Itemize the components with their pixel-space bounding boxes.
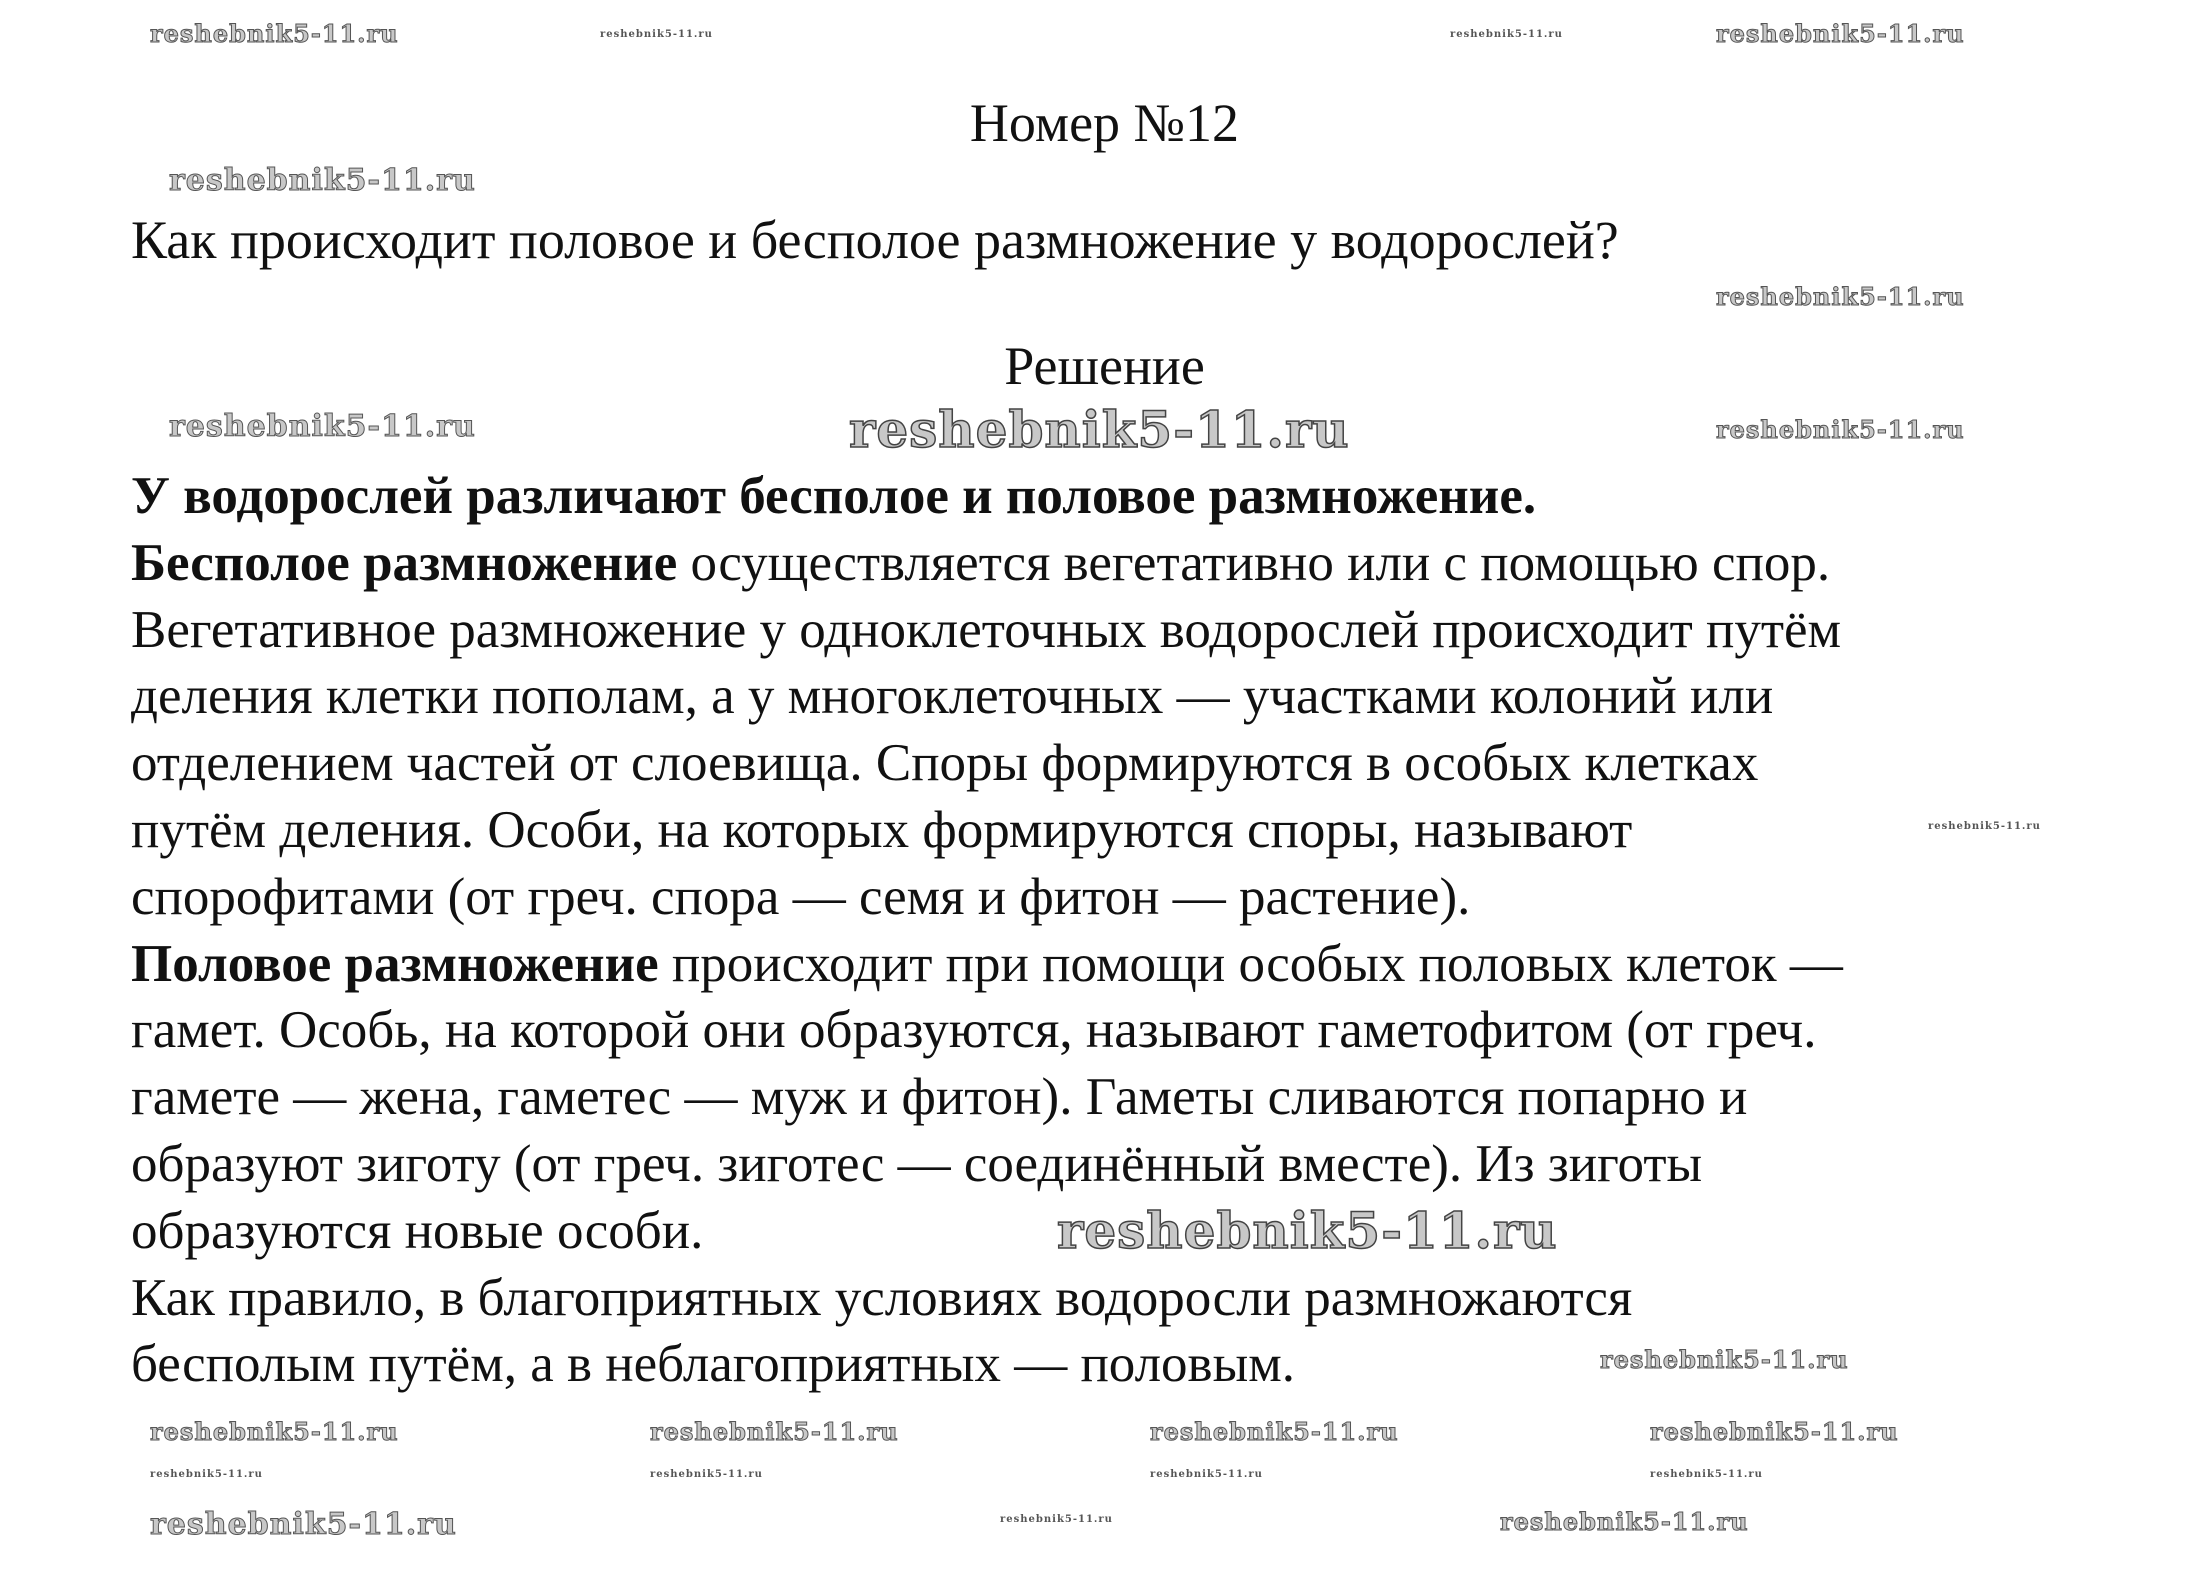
watermark: reshebnik5-11.ru [1650, 1469, 1763, 1480]
line-text: образуются новые особи. [131, 1201, 704, 1260]
text-line [131, 1134, 1702, 1194]
watermark: reshebnik5-11.ru [150, 1469, 263, 1480]
text-line [131, 1000, 1816, 1060]
watermark: reshebnik5-11.ru [1450, 29, 1563, 40]
line-text: происходит при помощи особых половых клеток — [658, 934, 1843, 993]
watermark: reshebnik5-11.ru [1716, 19, 1965, 48]
line-text: Вегетативное размножение у одноклеточных водорослей происходит путём [131, 600, 1842, 659]
text-line [131, 466, 1536, 526]
line-text: спорофитами (от греч. спора — семя и фитон — растение). [131, 867, 1471, 926]
text-line [131, 733, 1758, 793]
text-line [131, 867, 1470, 927]
text-line [131, 1067, 1747, 1127]
text-line [131, 666, 1773, 726]
watermark: reshebnik5-11.ru [1716, 415, 1965, 444]
text-line [131, 1201, 703, 1261]
watermark: reshebnik5-11.ru [849, 400, 1350, 459]
watermark: reshebnik5-11.ru [150, 1507, 457, 1542]
watermark: reshebnik5-11.ru [600, 29, 713, 40]
bold-term: Бесполое размножение [131, 533, 678, 592]
line-text: осуществляется вегетативно или с помощью спор. [677, 533, 1831, 592]
watermark: reshebnik5-11.ru [150, 19, 399, 48]
watermark: reshebnik5-11.ru [1500, 1507, 1749, 1536]
watermark: reshebnik5-11.ru [1650, 1417, 1899, 1446]
watermark: reshebnik5-11.ru [1150, 1417, 1399, 1446]
text-line [131, 600, 1841, 660]
text-line [131, 1334, 1295, 1394]
line-text: гамет. Особь, на которой они образуются, называют гаметофитом (от греч. [131, 1001, 1817, 1060]
solution-heading: Решение [1004, 336, 1205, 396]
line-text: деления клетки пополам, а у многоклеточных — участками колоний или [131, 667, 1774, 726]
watermark: reshebnik5-11.ru [1600, 1345, 1849, 1374]
text-line [131, 934, 1843, 994]
watermark: reshebnik5-11.ru [1928, 821, 2041, 832]
watermark: reshebnik5-11.ru [1000, 1514, 1113, 1525]
line-text: отделением частей от слоевища. Споры формируются в особых клетках [131, 734, 1759, 793]
line-text: Как правило, в благоприятных условиях водоросли размножаются [131, 1268, 1633, 1327]
line-text: бесполым путём, а в неблагоприятных — половым. [131, 1335, 1295, 1394]
watermark: reshebnik5-11.ru [169, 163, 476, 198]
line-text: образуют зиготу (от греч. зиготес — соединённый вместе). Из зиготы [131, 1135, 1703, 1193]
question: Как происходит половое и бесполое размножение у водорослей? [131, 210, 1619, 270]
text-line [131, 800, 1632, 860]
watermark: reshebnik5-11.ru [1150, 1469, 1263, 1480]
bold-term: У водорослей различают бесполое и половое размножение. [131, 467, 1537, 525]
watermark: reshebnik5-11.ru [650, 1469, 763, 1480]
text-line [131, 1268, 1632, 1328]
line-text: путём деления. Особи, на которых формируются споры, называют [131, 801, 1633, 859]
watermark: reshebnik5-11.ru [150, 1417, 399, 1446]
line-text: гамете — жена, гаметес — муж и фитон). Гаметы сливаются попарно и [131, 1068, 1748, 1127]
watermark: reshebnik5-11.ru [650, 1417, 899, 1446]
text-line [131, 533, 1830, 593]
bold-term: Половое размножение [131, 934, 659, 993]
watermark: reshebnik5-11.ru [1716, 282, 1965, 311]
watermark: reshebnik5-11.ru [169, 409, 476, 444]
watermark: reshebnik5-11.ru [1057, 1201, 1558, 1260]
page-title: Номер №12 [969, 93, 1240, 153]
